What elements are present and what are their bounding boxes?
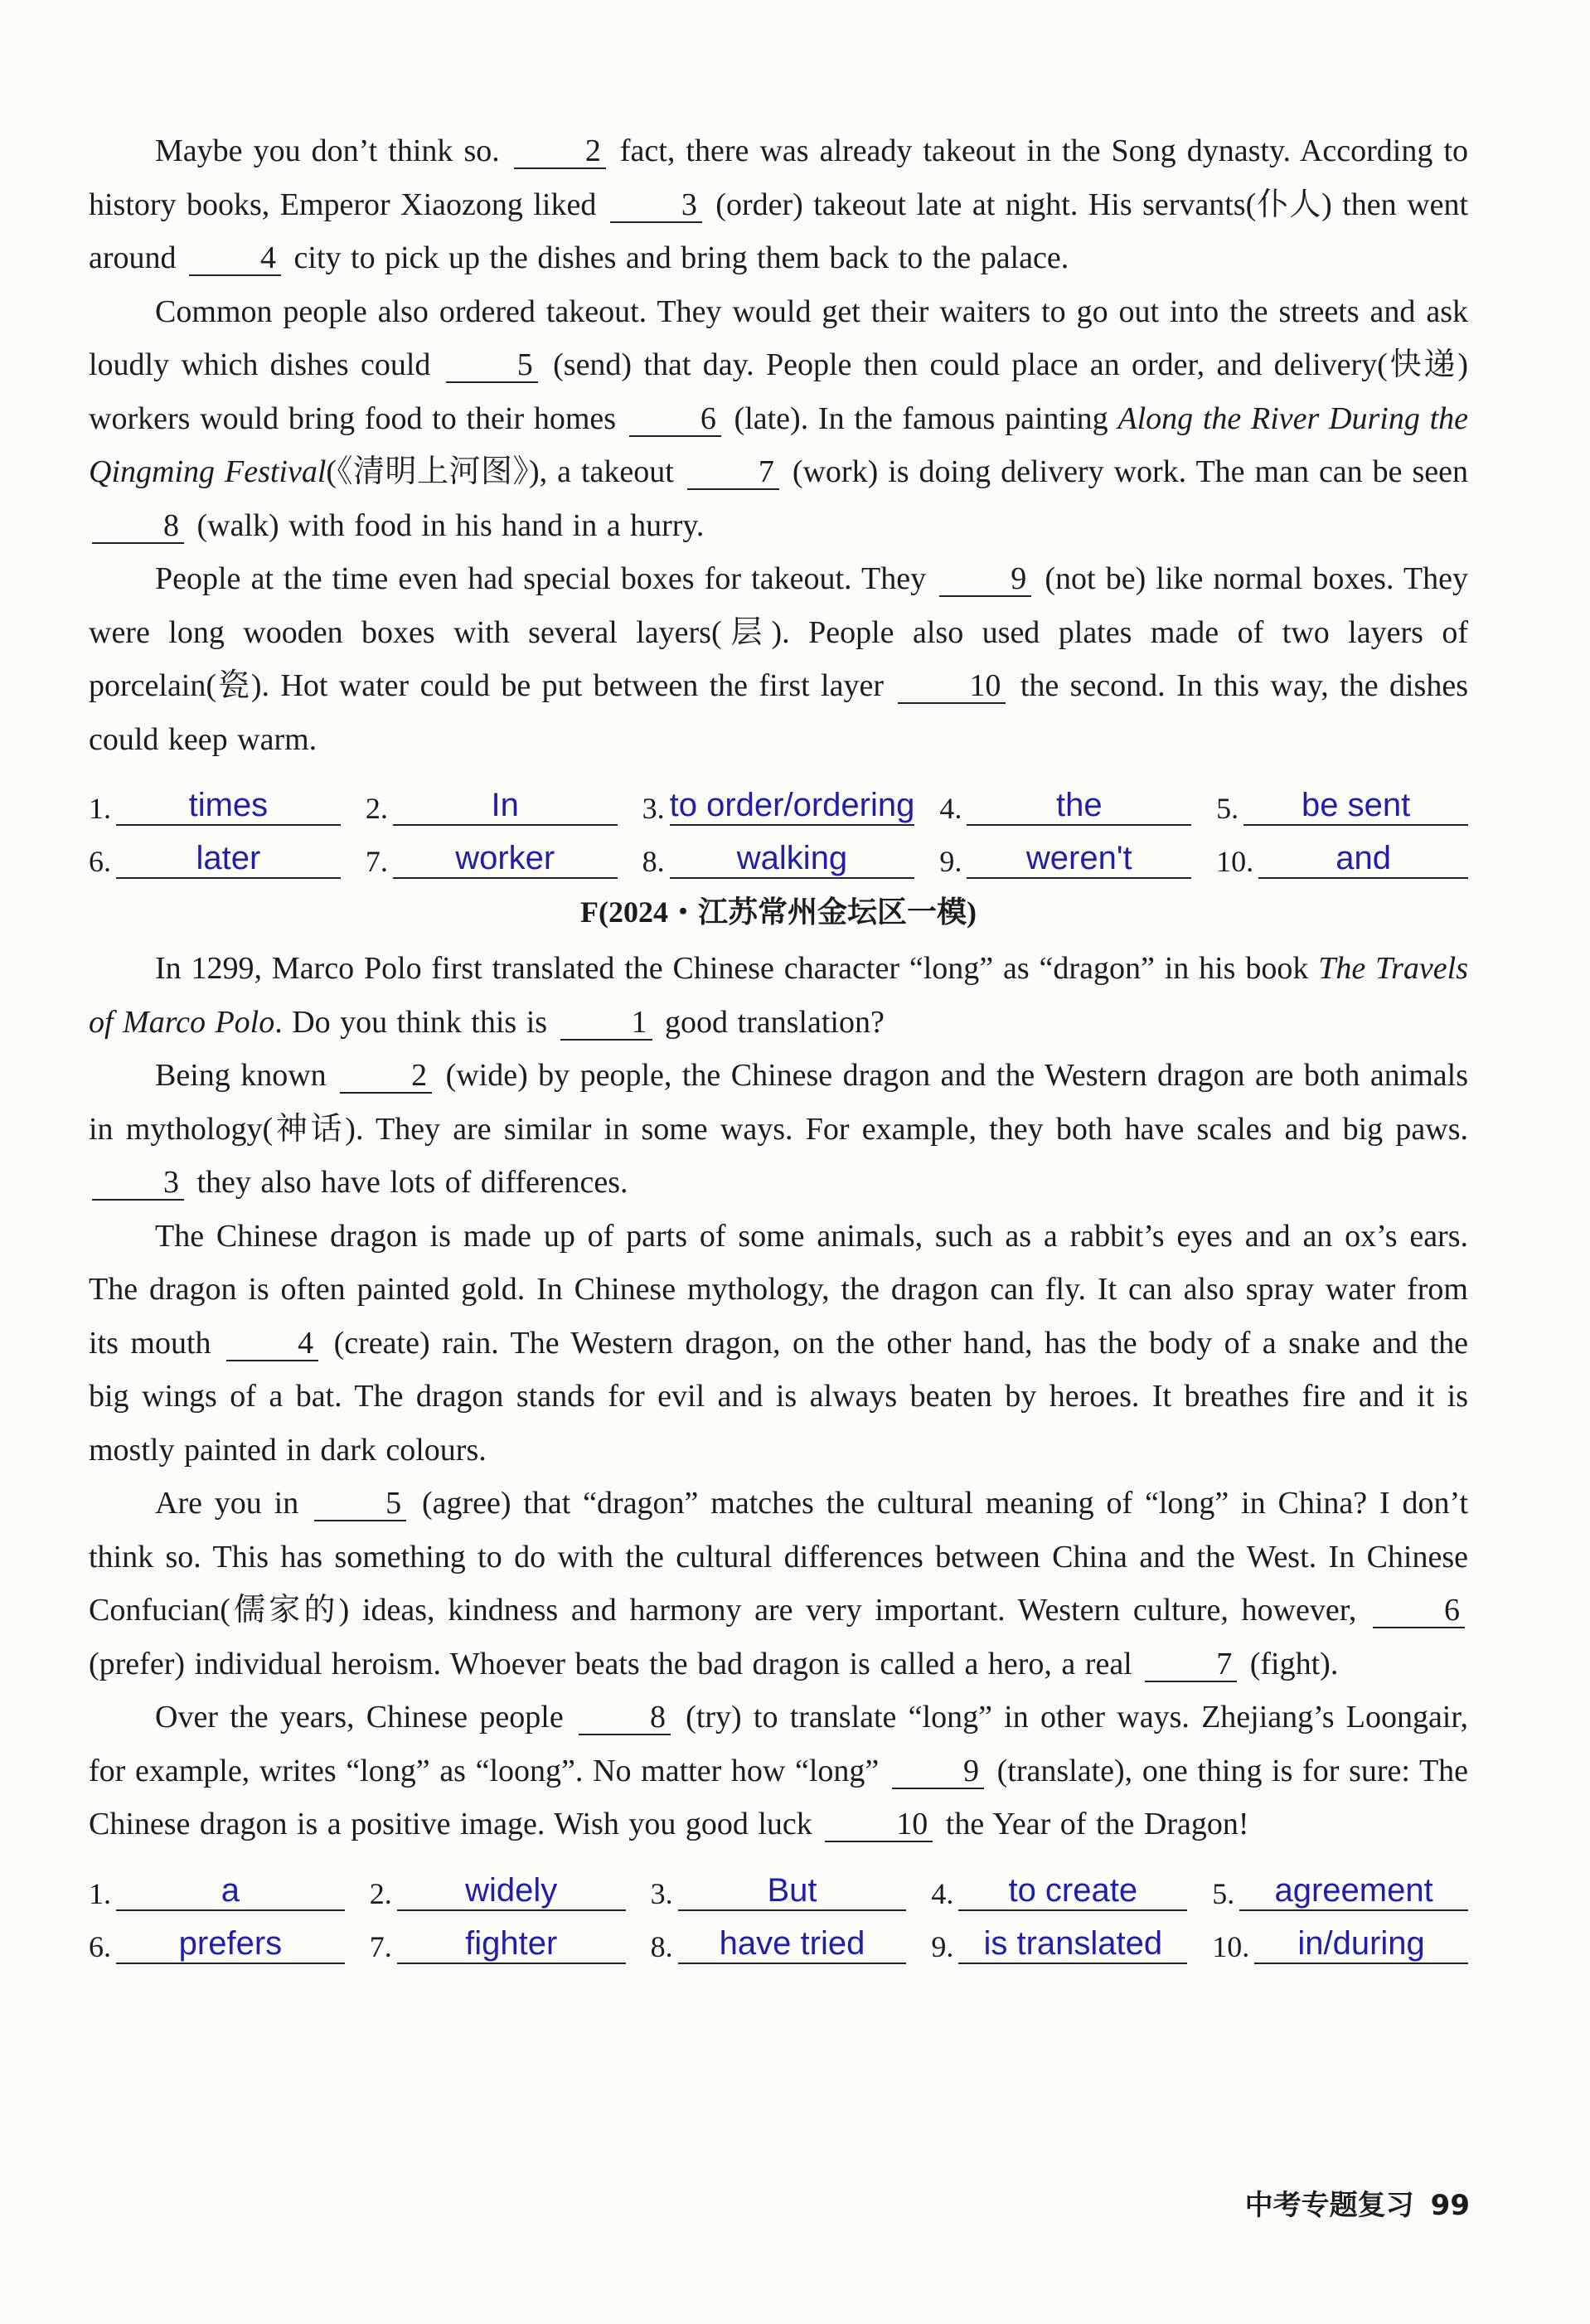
section-f-paragraph-2 — [89, 1049, 1468, 1210]
answer-number: 2. — [369, 1876, 392, 1910]
answer-text: But — [678, 1871, 907, 1911]
blank: 8 — [92, 509, 184, 544]
answer-item — [366, 831, 618, 879]
answer-text: be sent — [1243, 786, 1468, 826]
answer-text: is translated — [958, 1924, 1187, 1964]
answer-item — [939, 831, 1191, 879]
text: the Year of the Dragon! — [945, 1807, 1249, 1841]
text: (create) rain. The Western dragon, on the other hand, has the body of a snake and the big wings of a bat. The dragon stands for evil and is always beaten by heroes. It breathes fire and it is mostly painted in dark colours. — [89, 1325, 1469, 1468]
answer-text: and — [1258, 839, 1468, 879]
answer-number: 5. — [1216, 792, 1239, 825]
text: (agree) that “dragon” matches the cultural meaning of “long” in China? I don’t think so. This has something to do with the cultural differences between China and the West. In Chinese Confucian(儒家的) ideas, kindness and harmony are very important. Western culture, however, — [89, 1486, 1469, 1628]
painting-title: Along the River During the Qingming Festival — [89, 400, 1468, 489]
answer-text: to create — [958, 1871, 1187, 1911]
passage-e-paragraph-1 — [89, 124, 1468, 285]
text: The Chinese dragon is made up of parts of some animals, such as a rabbit’s eyes and an ox’s ears. The dragon is often painted gold. In Chinese mythology, the dragon can fly. It can also spray water from its mouth — [89, 1218, 1468, 1361]
answer-item — [89, 1863, 345, 1911]
page-footer — [1245, 2182, 1470, 2223]
text: Over the years, Chinese people — [155, 1700, 564, 1735]
blank: 3 — [92, 1166, 184, 1201]
answer-text: walking — [670, 839, 915, 879]
answer-item — [1216, 831, 1468, 879]
answer-item — [931, 1916, 1187, 1964]
content — [89, 124, 1468, 1972]
answer-number: 7. — [369, 1929, 392, 1963]
answer-text: worker — [393, 839, 618, 879]
answer-item — [1212, 1863, 1468, 1911]
answer-number: 1. — [89, 792, 111, 825]
answer-number: 4. — [931, 1876, 954, 1910]
blank: 9 — [939, 562, 1031, 597]
text: the second. In this way, the dishes could keep warm. — [89, 668, 1469, 757]
blank: 4 — [189, 241, 281, 276]
answer-number: 3. — [650, 1876, 673, 1910]
text: fact, there was already takeout in the Song dynasty. According to history books, Emperor Xiaozong liked — [89, 133, 1468, 222]
text: they also have lots of differences. — [196, 1165, 628, 1200]
answer-text: In — [393, 786, 618, 826]
text: (《清明上河图》), a takeout — [326, 454, 674, 489]
answer-number: 1. — [89, 1876, 111, 1910]
blank: 3 — [610, 188, 702, 223]
text: (send) that day. People then could place an order, and delivery(快递) workers would bring food to their homes — [89, 347, 1469, 436]
answer-text: in/during — [1254, 1924, 1468, 1964]
answer-text: fighter — [397, 1924, 626, 1964]
blank: 10 — [825, 1807, 933, 1842]
answer-item — [366, 778, 618, 826]
blank: 9 — [892, 1754, 984, 1789]
answer-number: 10. — [1216, 845, 1254, 878]
text: (try) to translate “long” in other ways. Zhejiang’s Loongair, for example, writes “long” as “loong”. No matter how “long” — [89, 1700, 1468, 1788]
text: Common people also ordered takeout. They would get their waiters to go out into the streets and ask loudly which dishes could — [89, 294, 1468, 382]
answer-item — [89, 1916, 345, 1964]
answer-text: to order/ordering — [670, 786, 915, 826]
answer-text: times — [116, 786, 341, 826]
section-f-paragraph-4 — [89, 1477, 1468, 1691]
answer-number: 5. — [1212, 1876, 1235, 1910]
blank: 8 — [579, 1701, 671, 1735]
answer-number: 2. — [365, 792, 388, 825]
answer-item — [89, 831, 341, 879]
answer-number: 10. — [1212, 1929, 1250, 1963]
text: (prefer) individual heroism. Whoever beats the bad dragon is called a hero, a real — [89, 1646, 1132, 1681]
passage-e-paragraph-3 — [89, 552, 1468, 766]
text: . Do you think this is — [274, 1004, 548, 1040]
answer-number: 8. — [642, 845, 665, 878]
blank: 7 — [687, 455, 779, 490]
answer-item — [1216, 778, 1468, 826]
answer-number: 7. — [365, 845, 388, 878]
footer-label: 中考专题复习 — [1244, 2189, 1414, 2222]
section-f-paragraph-5 — [89, 1691, 1468, 1851]
text: (work) is doing delivery work. The man can be seen — [792, 454, 1469, 489]
text: (late). In the famous painting — [734, 400, 1108, 436]
answer-item — [939, 778, 1191, 826]
answer-item — [89, 778, 341, 826]
blank: 10 — [898, 669, 1006, 704]
answer-item — [651, 1916, 907, 1964]
answer-item — [370, 1916, 626, 1964]
answer-text: agreement — [1239, 1871, 1468, 1911]
blank: 1 — [560, 1006, 652, 1041]
blank: 5 — [314, 1487, 406, 1521]
answer-item — [370, 1863, 626, 1911]
answer-item — [642, 831, 915, 879]
text: Being known — [155, 1058, 327, 1093]
answer-text: later — [116, 839, 341, 879]
section-f-paragraph-1 — [89, 942, 1468, 1049]
page-number: 99 — [1430, 2189, 1470, 2222]
blank: 5 — [446, 348, 538, 383]
section-f-answers — [89, 1863, 1468, 1964]
answer-number: 9. — [931, 1929, 954, 1963]
text: (fight). — [1249, 1646, 1339, 1681]
text: Maybe you don’t think so. — [155, 133, 500, 168]
blank: 2 — [514, 134, 606, 169]
text: Are you in — [155, 1486, 299, 1521]
answer-number: 3. — [642, 792, 665, 825]
answer-item — [651, 1863, 907, 1911]
answer-item — [642, 778, 915, 826]
blank: 2 — [340, 1059, 432, 1094]
answer-item — [931, 1863, 1187, 1911]
book-title: The Travels of Marco Polo — [89, 951, 1468, 1040]
section-f-paragraph-3 — [89, 1210, 1468, 1477]
text: city to pick up the dishes and bring them back to the palace. — [293, 240, 1069, 275]
text: (order) takeout late at night. His servants(仆人) then went around — [89, 187, 1468, 275]
blank: 4 — [226, 1327, 318, 1361]
text: good translation? — [665, 1004, 885, 1040]
blank: 6 — [1373, 1594, 1465, 1628]
answer-number: 4. — [939, 792, 962, 825]
answer-text: prefers — [116, 1924, 345, 1964]
passage-e-answers — [89, 778, 1468, 879]
answer-item — [1212, 1916, 1468, 1964]
text: People at the time even had special boxes for takeout. They — [155, 561, 927, 596]
text: (walk) with food in his hand in a hurry. — [196, 507, 705, 543]
answer-number: 6. — [89, 1929, 111, 1963]
passage-e-paragraph-2 — [89, 285, 1468, 553]
answer-text: widely — [397, 1871, 626, 1911]
section-f-title: F(2024・江苏常州金坛区一模) — [580, 895, 977, 929]
blank: 7 — [1145, 1647, 1237, 1682]
blank: 6 — [629, 402, 721, 437]
answer-number: 8. — [650, 1929, 673, 1963]
answer-text: weren't — [967, 839, 1191, 879]
text: (not be) like normal boxes. They were long wooden boxes with several layers(层). People also used plates made of two layers of porcelain(瓷). Hot water could be put between the first layer — [89, 561, 1469, 703]
answer-number: 9. — [939, 845, 962, 878]
answer-text: a — [116, 1871, 345, 1911]
answer-number: 6. — [89, 845, 111, 878]
answer-text: have tried — [678, 1924, 907, 1964]
text: (translate), one thing is for sure: The Chinese dragon is a positive image. Wish you good luck — [89, 1753, 1469, 1841]
text: (wide) by people, the Chinese dragon and the Western dragon are both animals in mythology(神话). They are similar in some ways. For example, they both have scales and big paws. — [89, 1058, 1469, 1147]
text: In 1299, Marco Polo first translated the Chinese character “long” as “dragon” in his book — [155, 951, 1309, 986]
answer-text: the — [967, 786, 1191, 826]
